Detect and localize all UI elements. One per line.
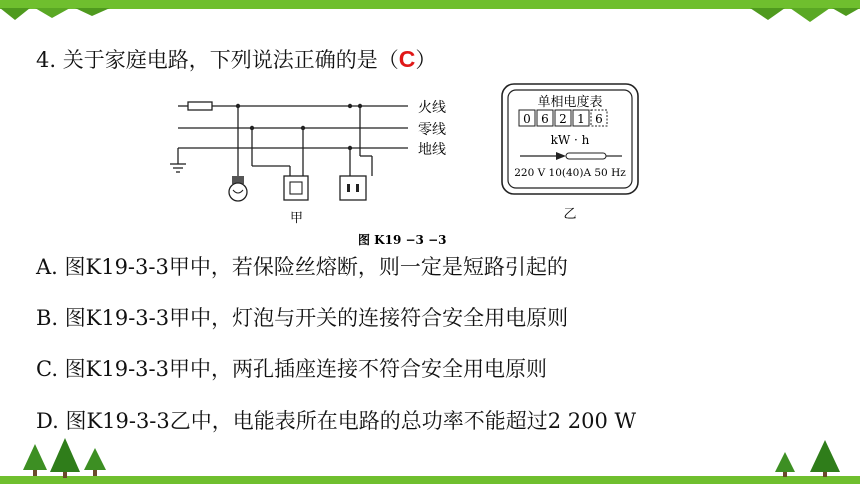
meter-digit-1: 0 — [523, 112, 531, 126]
circuit-diagram — [160, 76, 470, 248]
option-b: B. 图K19-3-3甲中，灯泡与开关的连接符合安全用电原则 — [36, 306, 569, 330]
meter-digit-3: 2 — [559, 112, 567, 126]
trees-left-icon — [20, 438, 110, 478]
fuse-icon — [188, 102, 212, 110]
neutral-wire-label: 零线 — [418, 122, 446, 138]
option-a: A. 图K19-3-3甲中，若保险丝熔断，则一定是短路引起的 — [36, 255, 568, 279]
meter-spec: 220 V 10(40)A 50 Hz — [514, 167, 626, 179]
bottom-border — [0, 476, 860, 484]
top-right-decoration-icon — [740, 0, 860, 22]
electric-meter — [500, 82, 642, 222]
top-left-decoration-icon — [0, 0, 120, 22]
diagram-a-caption: 甲 — [290, 211, 304, 226]
trees-right-icon — [770, 438, 850, 478]
socket-icon — [340, 176, 366, 200]
meter-digit-5: 6 — [595, 112, 603, 126]
diagram-b-caption: 乙 — [563, 207, 577, 222]
meter-digit-2: 6 — [541, 112, 549, 126]
earth-wire-label: 地线 — [418, 142, 446, 158]
meter-unit: kW · h — [550, 133, 590, 147]
figure-caption: 图 K19 −3 −3 — [358, 233, 447, 247]
top-border — [0, 0, 860, 9]
question-prefix: 4. 关于家庭电路，下列说法正确的是（ — [36, 48, 399, 72]
meter-digit-4: 1 — [577, 112, 585, 126]
meter-digits — [519, 110, 607, 126]
question-stem — [36, 44, 436, 75]
option-c: C. 图K19-3-3甲中，两孔插座连接不符合安全用电原则 — [36, 357, 547, 381]
answer-letter: C — [398, 46, 416, 72]
meter-title: 单相电度表 — [537, 95, 603, 110]
option-d: D. 图K19-3-3乙中，电能表所在电路的总功率不能超过2 200 W — [36, 409, 637, 433]
question-suffix: ） — [415, 48, 437, 72]
light-bulb-icon — [229, 176, 247, 201]
live-wire-label: 火线 — [418, 100, 446, 116]
